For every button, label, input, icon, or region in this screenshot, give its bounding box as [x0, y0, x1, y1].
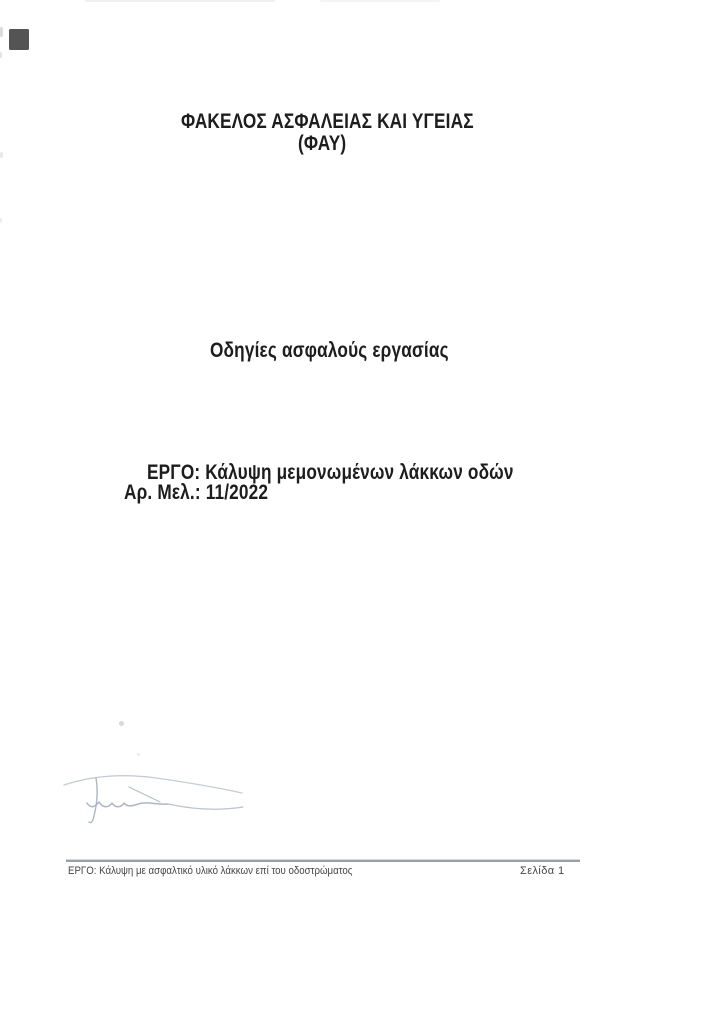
project-title-line: ΕΡΓΟ: Κάλυψη μεμονωμένων λάκκων οδών	[147, 461, 514, 484]
document-title-line2: (ΦΑΥ)	[298, 132, 347, 155]
scan-streak	[85, 0, 275, 2]
document-subtitle: Οδηγίες ασφαλούς εργασίας	[210, 339, 449, 362]
document-title-line1: ΦΑΚΕΛΟΣ ΑΣΦΑΛΕΙΑΣ ΚΑΙ ΥΓΕΙΑΣ	[181, 110, 474, 133]
scan-speck	[0, 152, 3, 158]
scan-speck	[0, 218, 2, 223]
scan-speck	[0, 52, 2, 58]
footer-rule	[66, 860, 580, 862]
scan-artifact-square	[9, 29, 29, 50]
scan-speck-dot	[119, 721, 124, 726]
footer-project-text: ΕΡΓΟ: Κάλυψη με ασφαλτικό υλικό λάκκων επί του οδοστρώματος	[68, 865, 353, 877]
study-number-line: Αρ. Μελ.: 11/2022	[124, 481, 269, 504]
handwritten-signature	[56, 766, 256, 830]
scan-speck	[0, 27, 3, 37]
scan-streak	[320, 0, 440, 2]
footer-page-number: Σελίδα 1	[520, 865, 565, 877]
